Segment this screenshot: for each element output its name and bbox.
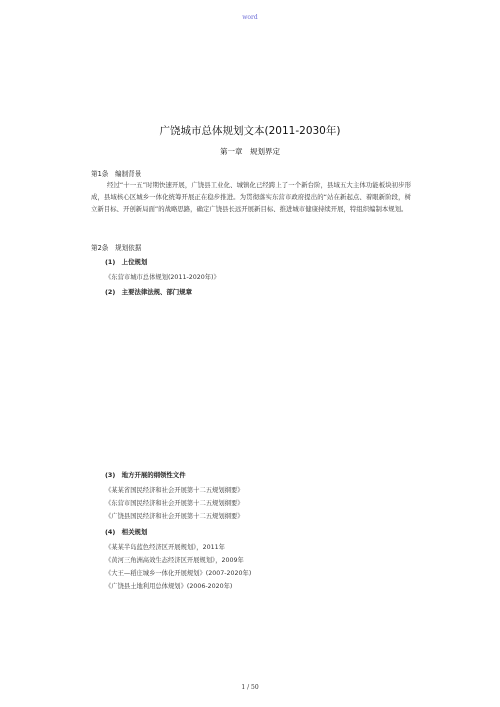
list-item: 《东营市城市总体规划(2011-2020年)》: [105, 274, 220, 281]
subsection-4-heading: (4) 相关规划: [105, 528, 148, 536]
page-number: 1 / 50: [241, 684, 259, 691]
article-1-heading: 第1条 编制背景: [91, 170, 142, 178]
list-item: 《广饶县国民经济和社会开展第十二五规划纲要》: [105, 513, 244, 520]
list-item: 《某某半岛蓝色经济区开展规划》，2011年: [105, 544, 225, 551]
list-item: 《某某省国民经济和社会开展第十二五规划纲要》: [105, 487, 244, 494]
subsection-1-heading: (1) 上位规划: [105, 258, 148, 266]
list-item: 《广饶县土地利用总体规划》(2006-2020年): [105, 583, 233, 590]
document-title: 广饶城市总体规划文本(2011-2030年): [159, 125, 341, 137]
page-header: word: [242, 14, 258, 21]
article-1-paragraph: 经过“十一五”时期快速开展，广饶县工业化、城镇化已经跨上了一个新台阶，县域五大主体功能板块初步形成，县域核心区城乡一体化统筹开展正在稳步推进。为贯彻落实东营市政府提出的“站在新起点、着眼新阶段，树立新目标、开创新局面”的战略思路，确定广饶县长远开展新目标、推进城市健康持续开展，特组织编制本规划。: [91, 181, 411, 213]
subsection-2-heading: (2) 主要法律法规、部门规章: [105, 288, 192, 296]
list-item: 《东营市国民经济和社会开展第十二五规划纲要》: [105, 500, 244, 507]
subsection-3-heading: (3) 地方开展的纲领性文件: [105, 471, 186, 479]
article-2-heading: 第2条 规划依据: [91, 244, 142, 252]
chapter-heading: 第一章 规划界定: [220, 147, 280, 156]
list-item: 《大王—稻庄城乡一体化开展规划》(2007-2020年): [105, 570, 252, 577]
list-item: 《黄河三角洲高效生态经济区开展规划》，2009年: [105, 557, 244, 564]
